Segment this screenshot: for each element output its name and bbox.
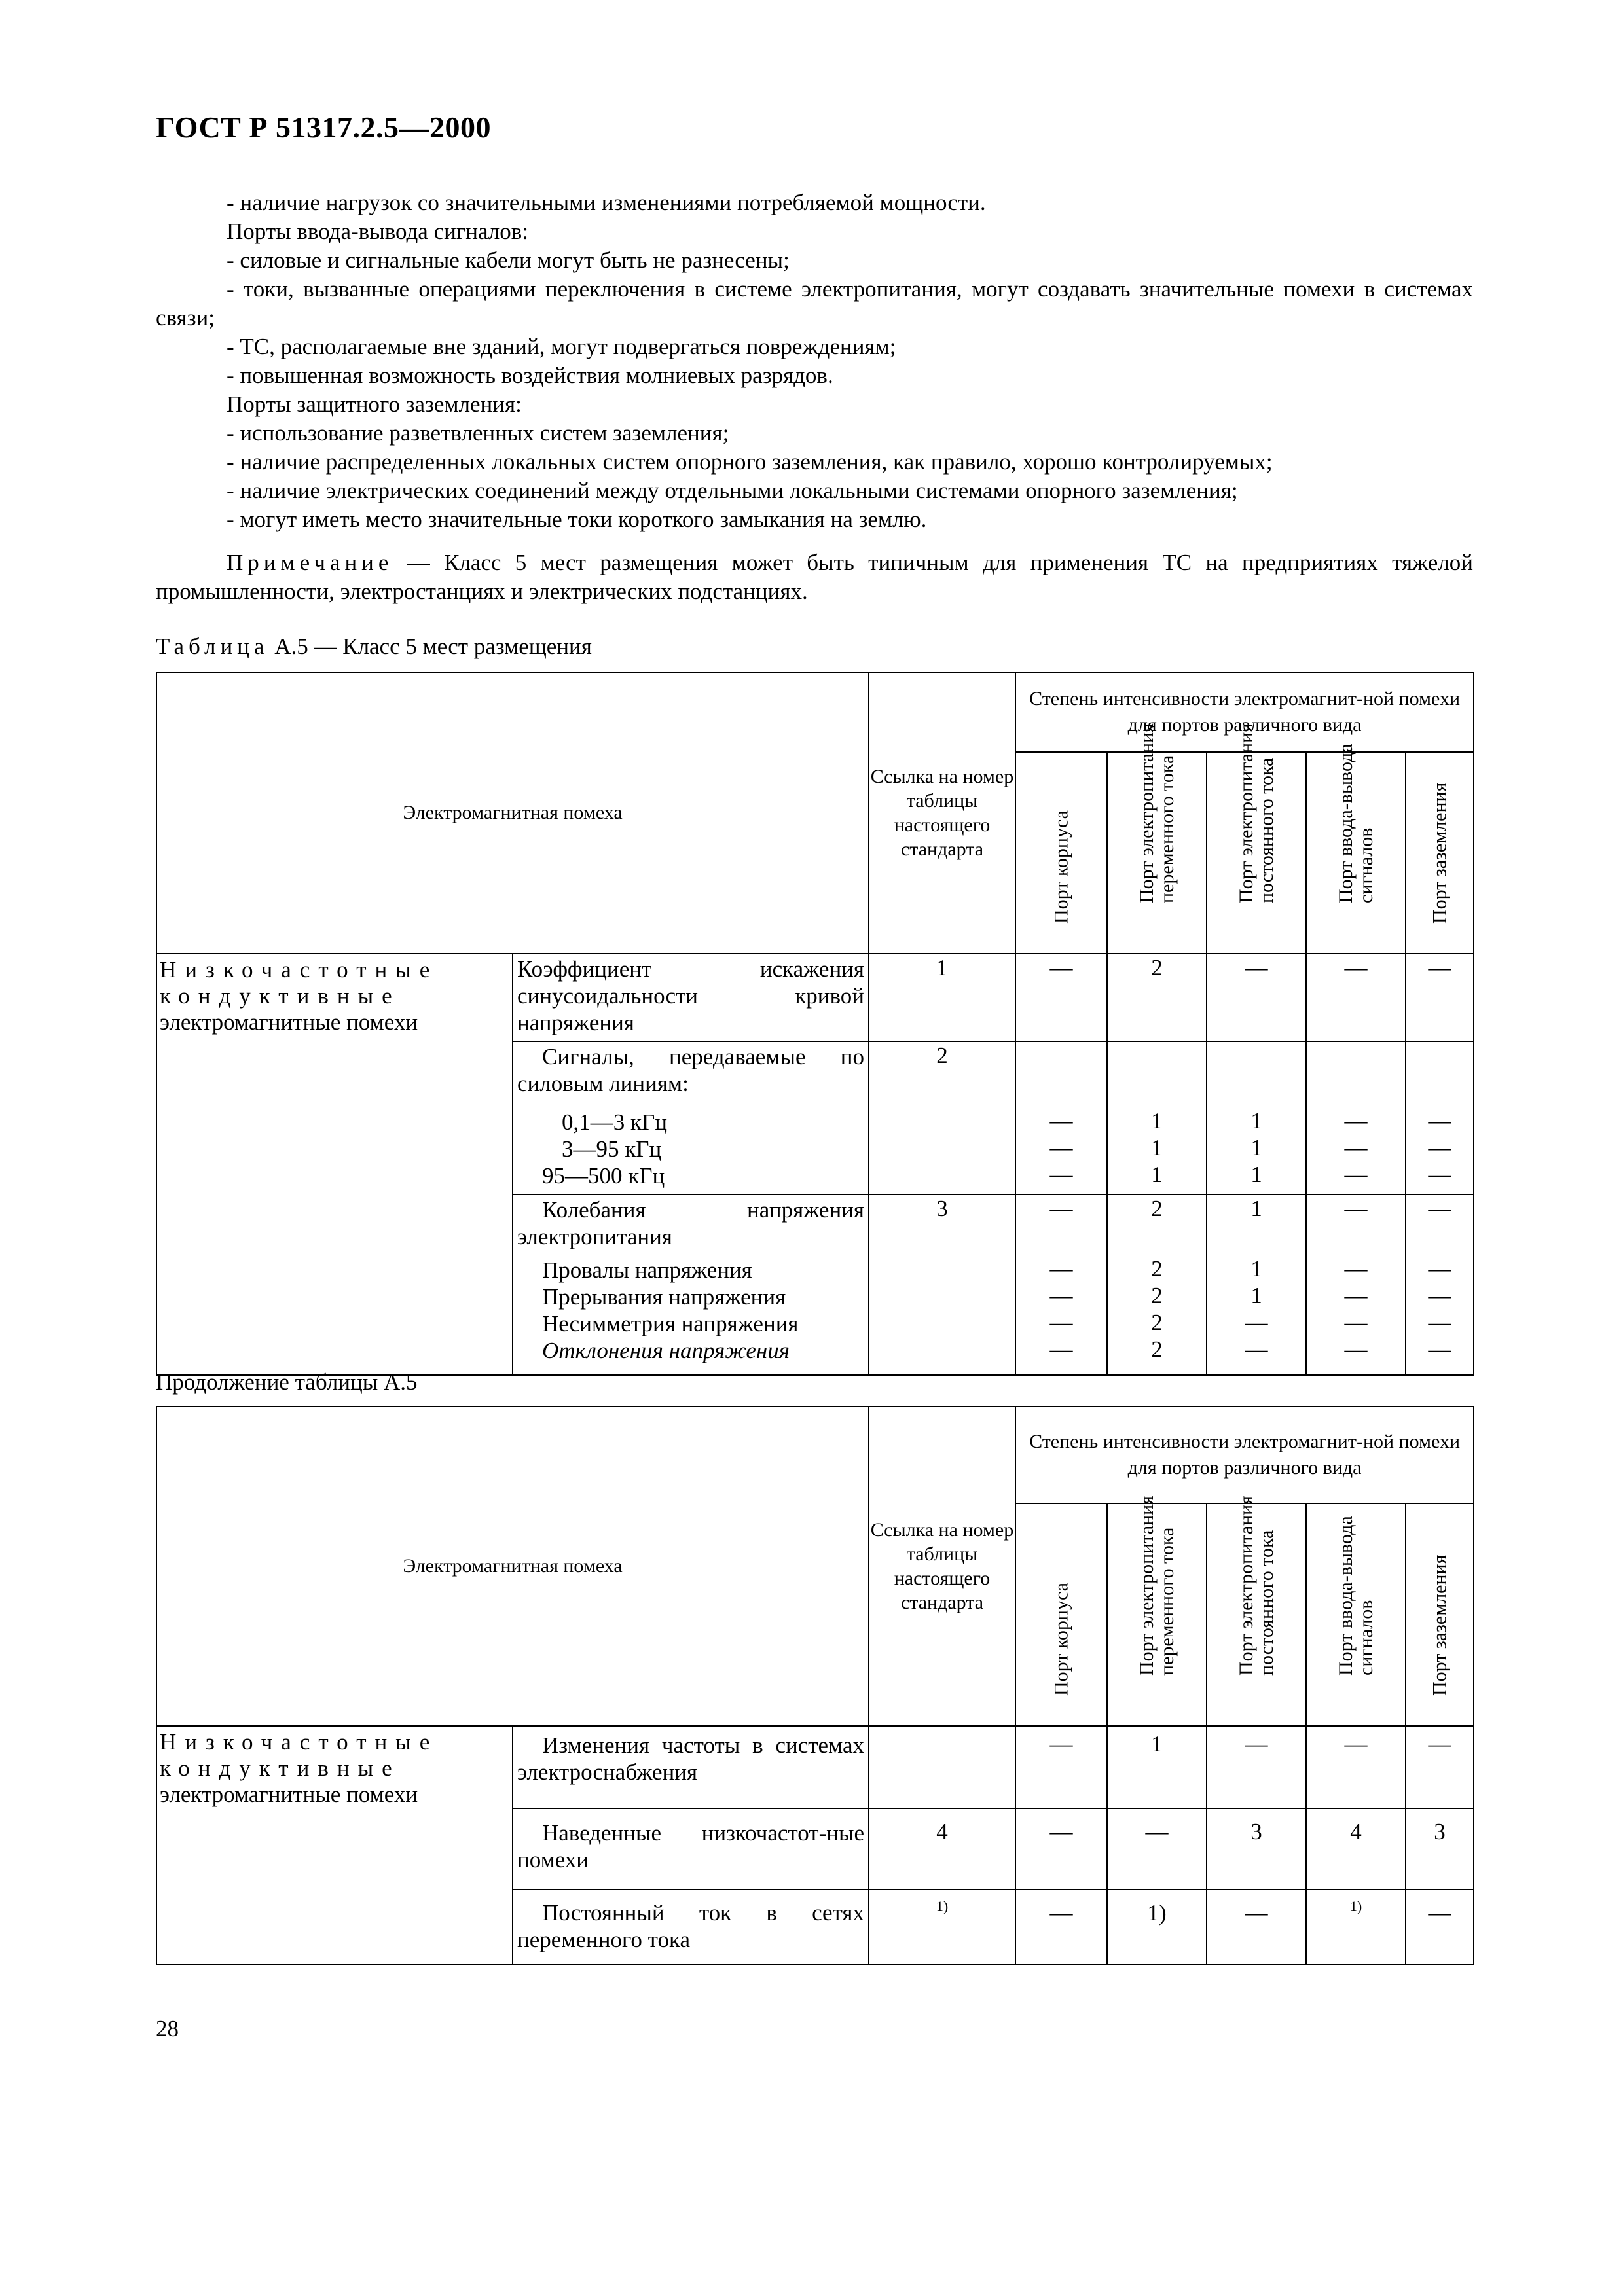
header-port-ground: Порт заземления [1429, 1554, 1451, 1696]
row-ref: 4 [869, 1808, 1015, 1890]
cell-value: — [1306, 1726, 1406, 1808]
cell-value: 1 [1250, 1108, 1262, 1134]
cell-value: — [1344, 1162, 1368, 1187]
cell-value: 1 [1250, 1162, 1262, 1187]
cell-value: — [1015, 1726, 1107, 1808]
row-desc [513, 1890, 869, 1964]
cell-value: 1 [1107, 1726, 1207, 1808]
cell-value: — [1406, 1726, 1474, 1808]
row-desc-sub: 95—500 кГц [542, 1163, 665, 1189]
text-line: - токи, вызванные операциями переключения в системе электропитания, могут создавать значительные помехи в системах связи; [156, 276, 1473, 331]
cell-value: — [1245, 1310, 1268, 1335]
row-desc-sub: 3—95 кГц [562, 1136, 662, 1162]
row-desc: Коэффициент искажения синусоидальности кривой напряжения [513, 954, 869, 1041]
row-desc-sub: 0,1—3 кГц [562, 1109, 667, 1135]
cell-column [1207, 1041, 1306, 1194]
header-port-cell [1107, 723, 1207, 954]
cell-value: 1 [1151, 1108, 1163, 1134]
group-word: кондуктивные [160, 1755, 401, 1781]
cell-value: 3 [1207, 1808, 1306, 1890]
table-a5-continued [156, 1406, 1474, 1965]
cell-value: 2 [1151, 1256, 1163, 1282]
cell-value [1306, 1890, 1406, 1964]
header-port-cell [1207, 1496, 1306, 1726]
cell-column [1107, 1041, 1207, 1194]
cell-value: — [1344, 1310, 1368, 1335]
header-port-cell [1207, 723, 1306, 954]
header-port-cell [1306, 744, 1406, 954]
cell-value: 1 [1250, 1283, 1262, 1308]
cell-value: — [1015, 1808, 1107, 1890]
row-desc-main: Постоянный ток в сетях переменного тока [517, 1900, 865, 1952]
text-line: - наличие распределенных локальных систем опорного заземления, как правило, хорошо контролируемых; [227, 449, 1273, 475]
cell-value: 1 [1250, 1135, 1262, 1160]
text-line: - могут иметь место значительные токи короткого замыкания на землю. [227, 507, 927, 532]
cell-value: — [1406, 954, 1474, 1041]
header-port-ac-power: Порт электропитания переменного тока [1136, 723, 1178, 903]
cell-value: — [1049, 1256, 1073, 1282]
table-caption-text: А.5 — Класс 5 мест размещения [268, 634, 592, 659]
cell-value: — [1049, 1196, 1073, 1221]
table-caption [156, 634, 592, 660]
header-port-cell [1406, 752, 1474, 954]
footnote-mark: 1) [936, 1898, 949, 1914]
cell-value: — [1428, 1256, 1451, 1282]
header-port-signal-io: Порт ввода-вывода сигналов [1335, 744, 1377, 903]
cell-value: — [1344, 1108, 1368, 1134]
group-cell [156, 954, 513, 1375]
header-port-signal-io: Порт ввода-вывода сигналов [1335, 1516, 1377, 1676]
cell-value: — [1015, 954, 1107, 1041]
cell-value: — [1207, 1726, 1306, 1808]
header-port-enclosure: Порт корпуса [1050, 1583, 1072, 1696]
cell-value: — [1306, 954, 1406, 1041]
text-line: Порты защитного заземления: [227, 391, 522, 417]
cell-value: 4 [1306, 1808, 1406, 1890]
header-intensity: Степень интенсивности электромагнит-ной помехи для портов различного вида [1015, 1407, 1474, 1503]
row-desc-main: Наведенные низкочастот-ные помехи [517, 1820, 865, 1873]
text-line: - использование разветвленных систем заземления; [227, 420, 729, 446]
cell-value: 2 [1151, 1310, 1163, 1335]
header-reference: Ссылка на номер таблицы настоящего стандарта [869, 1407, 1015, 1726]
row-desc-main: Изменения частоты в системах электроснабжения [517, 1732, 865, 1785]
cell-value: — [1344, 1135, 1368, 1160]
cell-value: 1 [1250, 1256, 1262, 1282]
header-port-dc-power: Порт электропитания постоянного тока [1235, 1496, 1278, 1676]
cell-value: — [1428, 1336, 1451, 1362]
cell-value: — [1344, 1256, 1368, 1282]
header-intensity: Степень интенсивности электромагнит-ной помехи для портов различного вида [1015, 672, 1474, 752]
row-desc-main: Колебания напряжения электропитания [517, 1197, 865, 1249]
body-text [156, 188, 1473, 629]
row-desc [513, 1041, 869, 1194]
cell-value: — [1245, 1336, 1268, 1362]
table-a5 [156, 672, 1474, 1376]
cell-column [1306, 1041, 1406, 1194]
cell-value: — [1049, 1310, 1073, 1335]
row-desc [513, 1194, 869, 1375]
table-caption-label: Таблица [156, 634, 269, 659]
cell-value: — [1428, 1135, 1451, 1160]
row-desc [513, 1726, 869, 1808]
page-number: 28 [156, 2016, 179, 2041]
cell-value: — [1207, 954, 1306, 1041]
cell-value: — [1049, 1162, 1073, 1187]
cell-value: 3 [1406, 1808, 1474, 1890]
text-line: - наличие нагрузок со значительными изменениями потребляемой мощности. [227, 190, 986, 215]
group-word: Низкочастотные [160, 957, 439, 982]
cell-value: — [1428, 1310, 1451, 1335]
cell-value: — [1344, 1336, 1368, 1362]
note-label: Примечание [227, 550, 393, 575]
group-word: Низкочастотные [160, 1729, 439, 1755]
text-line: - наличие электрических соединений между отдельными локальными системами опорного заземления; [227, 478, 1238, 503]
group-cell [156, 1726, 513, 1964]
cell-value: 1 [1151, 1135, 1163, 1160]
cell-column [1406, 1194, 1474, 1375]
cell-value: 2 [1151, 1336, 1163, 1362]
cell-column [1306, 1194, 1406, 1375]
header-port-ground: Порт заземления [1429, 782, 1451, 924]
header-reference: Ссылка на номер таблицы настоящего стандарта [869, 672, 1015, 954]
row-ref: 1 [869, 954, 1015, 1041]
cell-value: — [1428, 1196, 1451, 1221]
footnote-mark: 1) [1349, 1898, 1362, 1914]
header-port-enclosure: Порт корпуса [1050, 810, 1072, 924]
group-word: электромагнитные помехи [160, 1009, 418, 1035]
row-desc-sub: Прерывания напряжения [542, 1284, 786, 1310]
note-paragraph [156, 548, 1473, 606]
cell-value: — [1344, 1283, 1368, 1308]
header-port-cell [1015, 1503, 1107, 1726]
group-word: электромагнитные помехи [160, 1782, 418, 1807]
cell-value: 2 [1107, 954, 1207, 1041]
cell-value: 1 [1151, 1162, 1163, 1187]
header-port-cell [1406, 1503, 1474, 1726]
cell-value: — [1049, 1283, 1073, 1308]
cell-value: — [1049, 1336, 1073, 1362]
cell-value: — [1107, 1808, 1207, 1890]
header-port-cell [1107, 1496, 1207, 1726]
row-ref [869, 1890, 1015, 1964]
cell-value: — [1015, 1890, 1107, 1964]
cell-value: 1 [1250, 1196, 1262, 1221]
cell-column [1015, 1194, 1107, 1375]
row-desc-main: Сигналы, передаваемые по силовым линиям: [517, 1044, 865, 1096]
continuation-caption: Продолжение таблицы А.5 [156, 1369, 418, 1395]
text-line: - силовые и сигнальные кабели могут быть не разнесены; [227, 247, 790, 273]
cell-value: — [1406, 1890, 1474, 1964]
header-port-dc-power: Порт электропитания постоянного тока [1235, 723, 1278, 903]
row-desc-sub: Отклонения напряжения [542, 1338, 790, 1363]
cell-value: 2 [1151, 1283, 1163, 1308]
row-ref [869, 1726, 1015, 1808]
cell-value: — [1428, 1162, 1451, 1187]
row-ref: 2 [869, 1041, 1015, 1194]
text-line: Порты ввода-вывода сигналов: [227, 219, 528, 244]
cell-value: — [1207, 1890, 1306, 1964]
group-word: кондуктивные [160, 983, 401, 1009]
cell-value: 2 [1151, 1196, 1163, 1221]
cell-value: — [1049, 1135, 1073, 1160]
cell-value: — [1049, 1108, 1073, 1134]
header-port-cell [1306, 1503, 1406, 1726]
header-port-ac-power: Порт электропитания переменного тока [1136, 1496, 1178, 1676]
header-interference: Электромагнитная помеха [156, 672, 869, 954]
note-text: — Класс 5 мест размещения может быть типичным для применения ТС на предприятиях тяжелой промышленности, электростанциях и электрических подстанциях. [156, 550, 1473, 604]
cell-column [1107, 1194, 1207, 1375]
cell-column [1207, 1194, 1306, 1375]
cell-column [1015, 1041, 1107, 1194]
cell-value: — [1428, 1283, 1451, 1308]
cell-column [1406, 1041, 1474, 1194]
cell-value: — [1344, 1196, 1368, 1221]
cell-value: — [1428, 1108, 1451, 1134]
row-desc [513, 1808, 869, 1890]
text-line: - ТС, располагаемые вне зданий, могут подвергаться повреждениям; [227, 334, 896, 359]
text-line: - повышенная возможность воздействия молниевых разрядов. [227, 363, 833, 388]
header-interference: Электромагнитная помеха [156, 1407, 869, 1726]
cell-value: 1) [1107, 1890, 1207, 1964]
row-desc-sub: Провалы напряжения [542, 1257, 752, 1283]
header-port-cell [1015, 752, 1107, 954]
document-header: ГОСТ Р 51317.2.5—2000 [156, 111, 491, 144]
row-ref: 3 [869, 1194, 1015, 1375]
row-desc-sub: Несимметрия напряжения [542, 1311, 799, 1336]
